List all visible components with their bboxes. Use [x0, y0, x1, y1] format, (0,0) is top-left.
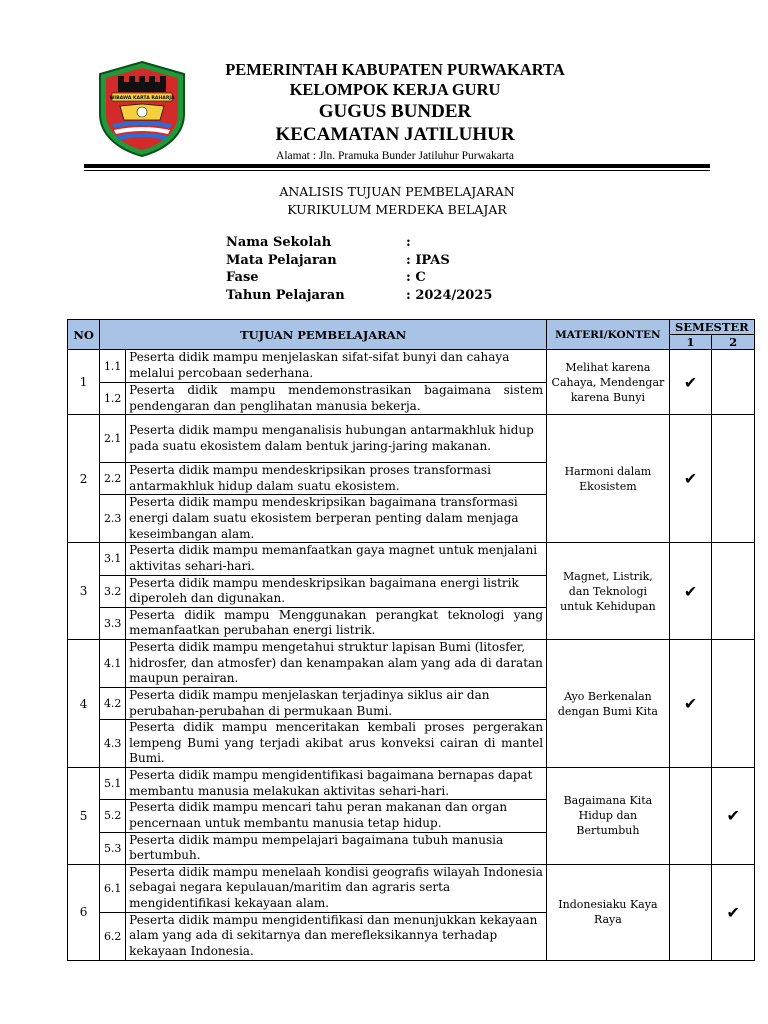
svg-text:WIBAWA KARTA RAHARJA: WIBAWA KARTA RAHARJA [109, 96, 175, 101]
header-semester: SEMESTER [669, 320, 754, 335]
document-title [84, 183, 710, 219]
material-topic: Harmoni dalam Ekosistem [547, 415, 670, 543]
row-number: 1 [68, 350, 100, 415]
row-number: 2 [68, 415, 100, 543]
letterhead-gugus: GUGUS BUNDER [318, 101, 472, 122]
header-material: MATERI/KONTEN [547, 320, 670, 350]
table-row [68, 768, 755, 800]
meta-row [226, 269, 492, 287]
objective-code: 4.1 [100, 639, 126, 687]
meta-label-school: Nama Sekolah [226, 235, 332, 250]
material-topic: Ayo Berkenalan dengan Bumi Kita [547, 639, 670, 767]
letterhead-kkg: KELOMPOK KERJA GURU [289, 80, 501, 99]
learning-objectives-table [67, 319, 755, 961]
regency-emblem-icon [98, 60, 186, 158]
objective-code: 1.1 [100, 350, 126, 383]
objective-text: Peserta didik mampu Menggunakan perangkat teknologi yang memanfaatkan perubahan energi listrik. [126, 607, 547, 639]
objective-text: Peserta didik mampu mengidentifikasi bagaimana bernapas dapat membantu manusia melakukan aktivitas sehari-hari. [126, 768, 547, 800]
objective-code: 4.2 [100, 687, 126, 719]
material-topic: Bagaimana Kita Hidup dan Bertumbuh [547, 768, 670, 865]
material-topic: Melihat karena Cahaya, Mendengar karena Bunyi [547, 350, 670, 415]
meta-row [226, 234, 492, 252]
objective-text: Peserta didik mampu menjelaskan terjadinya siklus air dan perubahan-perubahan di permukaan Bumi. [126, 687, 547, 719]
semester-2-check [712, 543, 755, 640]
table-row [68, 639, 755, 687]
header-semester-1: 1 [669, 335, 712, 350]
header-learning-objective: TUJUAN PEMBELAJARAN [100, 320, 547, 350]
document-meta [226, 234, 492, 304]
objective-text: Peserta didik mampu memanfaatkan gaya magnet untuk menjalani aktivitas sehari-hari. [126, 543, 547, 575]
table-row [68, 415, 755, 463]
meta-label-phase: Fase [226, 270, 259, 285]
objective-text: Peserta didik mampu mengetahui struktur lapisan Bumi (litosfer, hidrosfer, dan atmosfer) dan kenampakan alam yang ada di daratan maupun perairan. [126, 639, 547, 687]
meta-value-subject: : IPAS [406, 252, 450, 268]
objective-code: 5.1 [100, 768, 126, 800]
objective-text: Peserta didik mampu mendeskripsikan bagaimana energi listrik diperoleh dan digunakan. [126, 575, 547, 607]
semester-2-check: ✔ [712, 864, 755, 960]
meta-row [226, 252, 492, 270]
objective-text: Peserta didik mampu menelaah kondisi geografis wilayah Indonesia sebagai negara kepulauan/maritim dan agraris serta mengidentifikasi kekayaan alam. [126, 864, 547, 912]
objective-code: 5.2 [100, 800, 126, 832]
semester-2-check [712, 350, 755, 415]
row-number: 5 [68, 768, 100, 865]
objective-code: 4.3 [100, 720, 126, 768]
meta-value-year: : 2024/2025 [406, 287, 493, 303]
meta-label-subject: Mata Pelajaran [226, 252, 337, 268]
objective-code: 5.3 [100, 832, 126, 864]
header-no: NO [68, 320, 100, 350]
objective-text: Peserta didik mampu menjelaskan sifat-sifat bunyi dan cahaya melalui percobaan sederhana. [126, 350, 547, 383]
title-line-1: ANALISIS TUJUAN PEMBELAJARAN [279, 184, 515, 199]
objective-code: 2.3 [100, 495, 126, 543]
letterhead-government: PEMERINTAH KABUPATEN PURWAKARTA [225, 60, 565, 79]
objective-code: 6.2 [100, 912, 126, 960]
objective-code: 3.2 [100, 575, 126, 607]
table-row [68, 350, 755, 383]
semester-1-check: ✔ [669, 639, 712, 767]
objective-code: 2.1 [100, 415, 126, 463]
objective-code: 1.2 [100, 383, 126, 415]
objective-text: Peserta didik mampu menceritakan kembali proses pergerakan lempeng Bumi yang terjadi akibat arus konveksi cairan di mantel Bumi. [126, 720, 547, 768]
letterhead [0, 0, 768, 172]
semester-1-check [669, 864, 712, 960]
material-topic: Magnet, Listrik, dan Teknologi untuk Kehidupan [547, 543, 670, 640]
semester-1-check: ✔ [669, 543, 712, 640]
objective-code: 2.2 [100, 463, 126, 495]
objective-code: 6.1 [100, 864, 126, 912]
meta-label-year: Tahun Pelajaran [226, 287, 345, 303]
meta-row [226, 287, 492, 305]
objective-text: Peserta didik mampu mendeskripsikan bagaimana transformasi energi dalam suatu ekosistem berperan penting dalam menjaga keseimbangan alam. [126, 495, 547, 543]
row-number: 3 [68, 543, 100, 640]
header-semester-2: 2 [712, 335, 755, 350]
objective-text: Peserta didik mampu mencari tahu peran makanan dan organ pencernaan untuk membantu manusia tetap hidup. [126, 800, 547, 832]
semester-1-check: ✔ [669, 350, 712, 415]
objective-text: Peserta didik mampu mendemonstrasikan bagaimana sistem pendengaran dan penglihatan manusia bekerja. [126, 383, 547, 415]
objective-text: Peserta didik mampu menganalisis hubungan antarmakhluk hidup pada suatu ekosistem dalam bentuk jaring-jaring makanan. [126, 415, 547, 463]
material-topic: Indonesiaku Kaya Raya [547, 864, 670, 960]
row-number: 6 [68, 864, 100, 960]
semester-2-check [712, 639, 755, 767]
letterhead-divider-thin [84, 170, 710, 171]
letterhead-address: Alamat : Jln. Pramuka Bunder Jatiluhur Purwakarta [276, 150, 514, 162]
semester-1-check [669, 768, 712, 865]
meta-value-school: : [406, 235, 411, 250]
objective-code: 3.1 [100, 543, 126, 575]
objective-code: 3.3 [100, 607, 126, 639]
table-row [68, 543, 755, 575]
semester-1-check: ✔ [669, 415, 712, 543]
table-row [68, 864, 755, 912]
title-line-2: KURIKULUM MERDEKA BELAJAR [287, 202, 507, 217]
row-number: 4 [68, 639, 100, 767]
objective-text: Peserta didik mampu mendeskripsikan proses transformasi antarmakhluk hidup dalam suatu ekosistem. [126, 463, 547, 495]
semester-2-check: ✔ [712, 768, 755, 865]
semester-2-check [712, 415, 755, 543]
letterhead-divider [84, 164, 710, 168]
meta-value-phase: : C [406, 270, 426, 285]
objective-text: Peserta didik mampu mengidentifikasi dan menunjukkan kekayaan alam yang ada di sekitarnya dan merefleksikannya terhadap kekayaan Indonesia. [126, 912, 547, 960]
letterhead-district: KECAMATAN JATILUHUR [275, 124, 515, 145]
objective-text: Peserta didik mampu mempelajari bagaimana tubuh manusia bertumbuh. [126, 832, 547, 864]
